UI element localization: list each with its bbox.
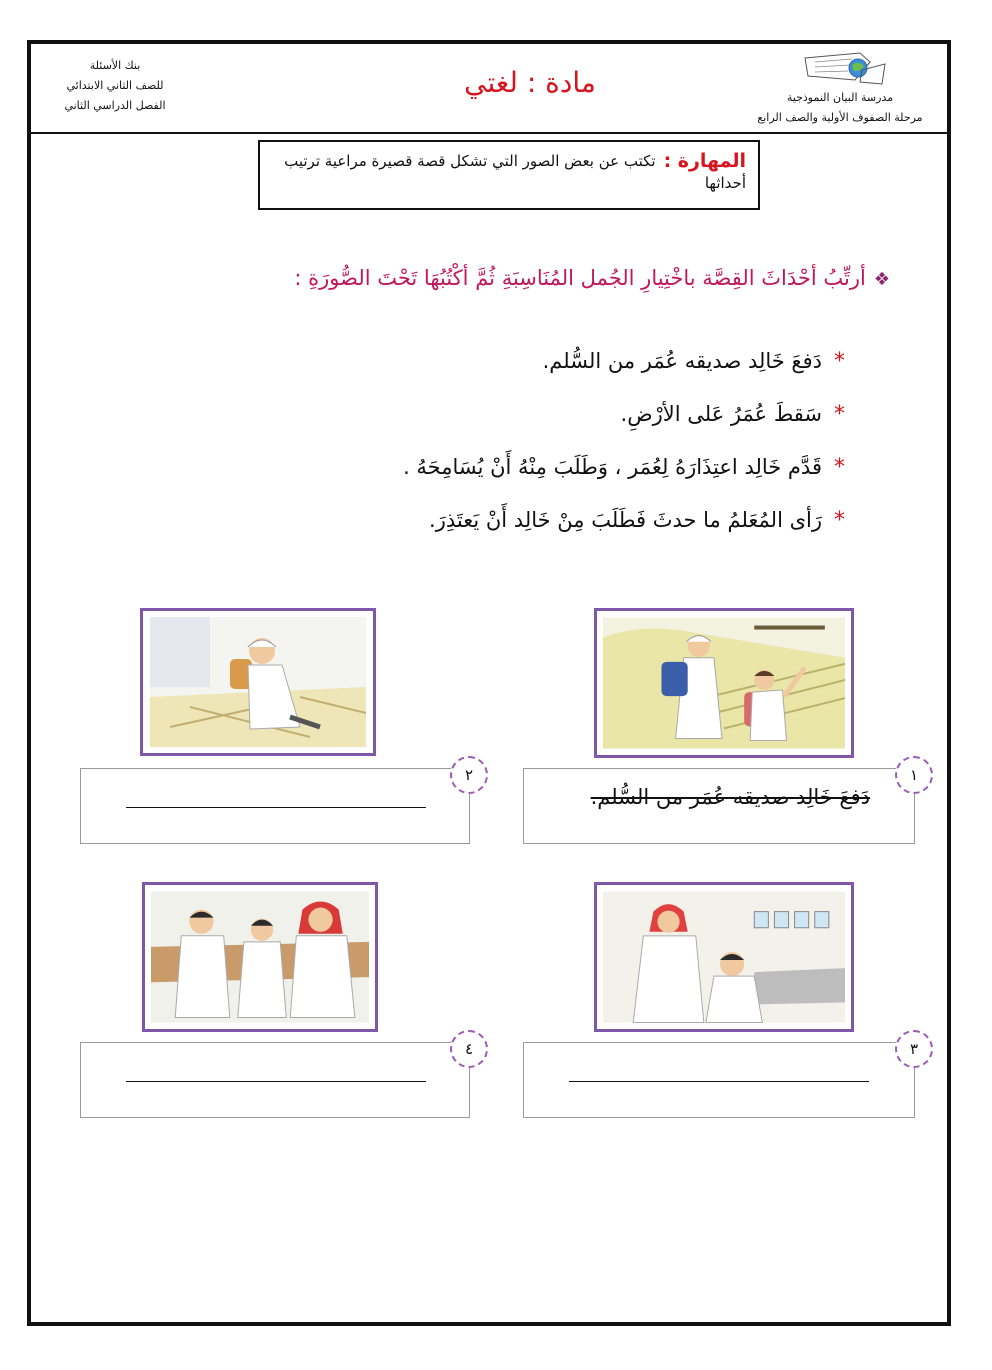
header-right-line: مدرسة البيان النموذجية xyxy=(786,91,894,104)
sentence-option xyxy=(300,338,845,391)
sentence-option-text: قَدَّم خَالِد اعتِذَارَهُ لِعُمَر ، وَطَلَبَ مِنْهُ أَنْ يُسَامِحَهُ . xyxy=(403,455,822,479)
answer-box-3[interactable] xyxy=(523,1042,915,1118)
boys-on-stairs-illustration-icon xyxy=(603,617,845,749)
header-left-line: الفصل الدراسي الثاني xyxy=(64,99,166,112)
picture-4 xyxy=(142,882,378,1032)
picture-3 xyxy=(594,882,854,1032)
star-bullet-icon: * xyxy=(834,508,845,533)
sentence-options xyxy=(300,338,845,550)
answer-line-4 xyxy=(126,1081,426,1082)
answer-box-2[interactable] xyxy=(80,768,470,844)
school-logo-icon xyxy=(800,50,890,90)
subject-title: مادة : لغتي xyxy=(464,66,596,99)
header-divider xyxy=(31,132,947,134)
sentence-option xyxy=(300,444,845,497)
star-bullet-icon: * xyxy=(834,349,845,374)
boys-reconcile-illustration-icon xyxy=(151,891,369,1023)
number-circle-4: ٤ xyxy=(450,1030,488,1068)
instruction-text: أرتِّبُ أحْدَاثَ القِصَّة باخْتِيارِ الجُمل المُنَاسِبَةِ ثُمَّ أكْتُبُهَا تَحْتَ الصُّورَةِ : xyxy=(294,266,866,290)
header-right xyxy=(735,88,945,128)
answer-box-1[interactable] xyxy=(523,768,915,844)
skill-box xyxy=(258,140,760,210)
sentence-option-text: رَأى المُعَلمُ ما حدثَ فَطَلَبَ مِنْ خَالِد أَنْ يَعتَذِرَ. xyxy=(429,508,822,532)
skill-text: تكتب عن بعض الصور التي تشكل قصة قصيرة مراعية ترتيب أحداثها xyxy=(284,152,746,192)
teacher-and-student-illustration-icon xyxy=(603,891,845,1023)
sentence-option-text: دَفعَ خَالِد صديقه عُمَر من السُّلم. xyxy=(542,349,822,373)
star-bullet-icon: * xyxy=(834,455,845,480)
header-left-line: بنك الأسئلة xyxy=(89,59,141,72)
instruction xyxy=(190,266,890,290)
header-right-line: مرحلة الصفوف الأولية والصف الرابع xyxy=(757,111,923,124)
number-circle-3: ٣ xyxy=(895,1030,933,1068)
picture-1 xyxy=(594,608,854,758)
answer-line-3 xyxy=(569,1081,869,1082)
header-left xyxy=(40,56,190,116)
answer-box-4[interactable] xyxy=(80,1042,470,1118)
answer-text-1: دَفعَ خَالِد صديقه عُمَر من السُّلم. xyxy=(590,785,870,809)
number-circle-2: ٢ xyxy=(450,756,488,794)
header-left-line: للصف الثاني الابتدائي xyxy=(66,79,164,92)
sentence-option xyxy=(300,391,845,444)
sentence-option xyxy=(300,497,845,550)
picture-2 xyxy=(140,608,376,756)
number-circle-1: ١ xyxy=(895,756,933,794)
boy-fallen-illustration-icon xyxy=(149,617,367,747)
sentence-option-text: سَقطَ عُمَرُ عَلى الأرْضِ. xyxy=(620,402,822,426)
star-bullet-icon: * xyxy=(834,402,845,427)
skill-label: المهارة : xyxy=(663,150,746,172)
answer-line-2 xyxy=(126,807,426,808)
diamond-bullet-icon: ❖ xyxy=(873,269,890,290)
